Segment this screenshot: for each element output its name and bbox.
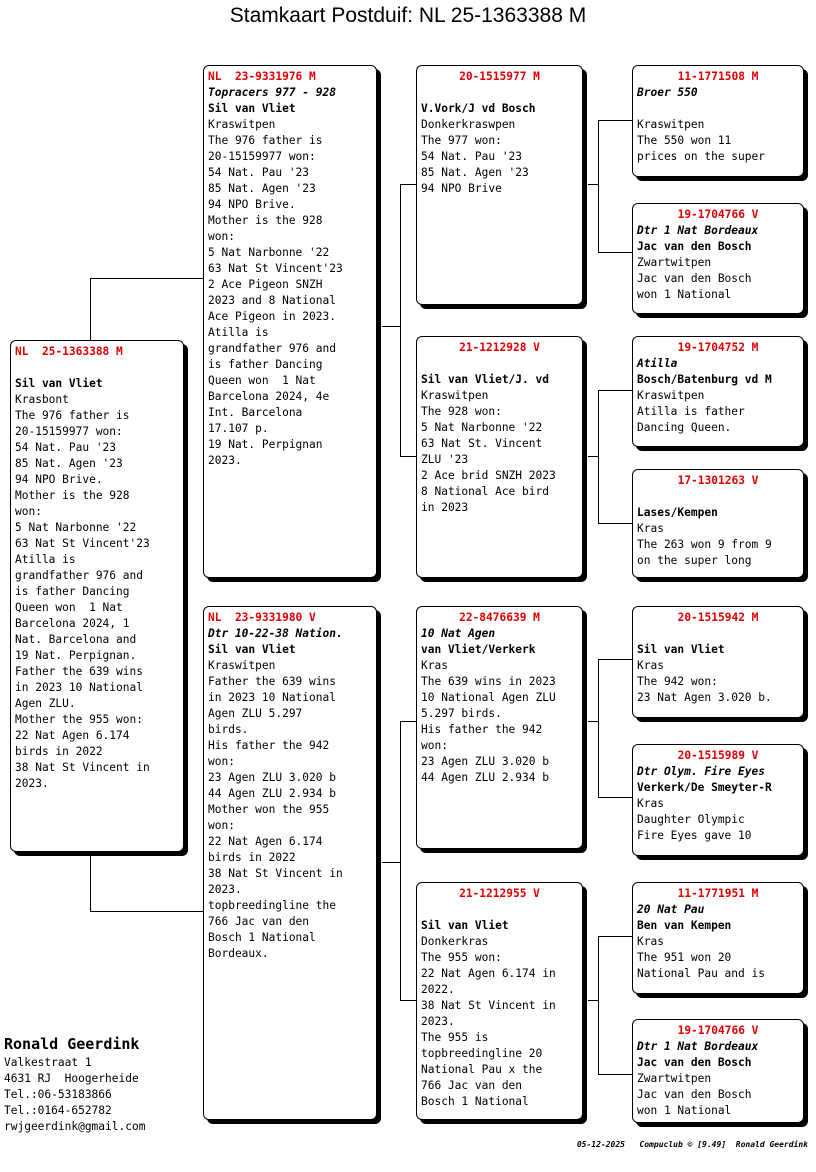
pedigree-line: The 976 father is — [208, 134, 323, 147]
pedigree-line — [421, 85, 578, 101]
breeder-name: Lases/Kempen — [637, 506, 718, 519]
pedigree-line: 54 Nat. Pau '23 — [421, 150, 523, 163]
pedigree-line: 63 Nat St. Vincent — [421, 437, 543, 450]
pedigree-line: 22 Nat Agen 6.174 — [208, 835, 323, 848]
pedigree-line: Fire Eyes gave 10 — [637, 829, 752, 842]
connector-line — [588, 721, 598, 722]
ring-number: NL 23-9331980 V — [208, 611, 316, 624]
pedigree-line: Daughter Olympic — [637, 813, 745, 826]
pedigree-line: Kraswitpen — [208, 659, 276, 672]
pedigree-line: Dancing Queen. — [637, 421, 732, 434]
pigeon-nickname: Dtr 10-22-38 Nation. — [208, 627, 343, 640]
pedigree-line: Atilla is — [15, 553, 76, 566]
breeder-name: Sil van Vliet — [637, 643, 725, 656]
great-grandparent-card-fff[interactable] — [632, 65, 804, 177]
pedigree-line — [637, 626, 799, 642]
connector-line — [90, 911, 204, 912]
pedigree-line: won: — [208, 819, 235, 832]
pedigree-line: 44 Agen ZLU 2.934 b — [208, 787, 336, 800]
ring-number: 19-1704766 V — [677, 208, 759, 221]
pedigree-line: 63 Nat St Vincent'23 — [15, 537, 150, 550]
pedigree-line: 22 Nat Agen 6.174 — [15, 729, 130, 742]
pedigree-line: 2023. — [421, 1015, 455, 1028]
ring-number: 19-1704752 M — [677, 341, 759, 354]
pedigree-line: Ace Pigeon in 2023. — [208, 310, 336, 323]
connector-line — [588, 1000, 598, 1001]
breeder-name: V.Vork/J vd Bosch — [421, 102, 536, 115]
connector-line — [382, 326, 400, 327]
pedigree-line: on the super long — [637, 554, 752, 567]
owner-phone-mobile: Tel.:06-53183866 — [4, 1088, 112, 1101]
pedigree-line: 8 National Ace bird — [421, 485, 549, 498]
pedigree-line: won 1 National — [637, 288, 732, 301]
pedigree-line: is father Dancing — [208, 358, 323, 371]
ring-number: 22-8476639 M — [459, 611, 540, 624]
great-grandparent-card-fmm[interactable] — [632, 469, 804, 578]
great-grandparent-card-ffm[interactable] — [632, 203, 804, 314]
great-grandparent-card-mff[interactable] — [632, 606, 804, 718]
pedigree-line: Mother won the 955 — [208, 803, 330, 816]
pedigree-line: 2023. — [208, 454, 242, 467]
owner-name: Ronald Geerdink — [4, 1035, 140, 1053]
ring-number: 17-1301263 V — [677, 474, 759, 487]
paternal-grandfather-card[interactable] — [416, 65, 583, 305]
father-card[interactable] — [203, 65, 377, 578]
pigeon-nickname: Dtr 1 Nat Bordeaux — [637, 1040, 759, 1053]
connector-line — [90, 278, 204, 279]
pedigree-line: Kras — [637, 797, 664, 810]
connector-line — [400, 721, 401, 1001]
pedigree-line: birds in 2022 — [208, 851, 296, 864]
pedigree-line: 85 Nat. Agen '23 — [208, 182, 316, 195]
ring-number: 20-1515942 M — [677, 611, 759, 624]
pigeon-nickname: 10 Nat Agen — [421, 627, 496, 640]
connector-line — [598, 390, 599, 524]
pedigree-line: 2 Ace brid SNZH 2023 — [421, 469, 556, 482]
pedigree-line: Agen ZLU 5.297 — [208, 707, 303, 720]
pedigree-line: Zwartwitpen — [637, 1072, 712, 1085]
pedigree-line: won: — [208, 755, 235, 768]
pedigree-line: 63 Nat St Vincent'23 — [208, 262, 343, 275]
pedigree-line: 766 Jac van den — [208, 915, 310, 928]
ring-number: 11-1771951 M — [677, 887, 759, 900]
pedigree-line: Kraswitpen — [637, 118, 705, 131]
pedigree-line — [421, 356, 578, 372]
pedigree-line: Kraswitpen — [637, 389, 705, 402]
pedigree-line: 23 Nat Agen 3.020 b. — [637, 691, 772, 704]
pedigree-line: 85 Nat. Agen '23 — [421, 166, 529, 179]
connector-line — [400, 184, 401, 457]
pigeon-nickname: Topracers 977 - 928 — [208, 86, 336, 99]
pedigree-line: The 977 won: — [421, 134, 502, 147]
connector-line — [598, 797, 633, 798]
breeder-name: Sil van Vliet — [15, 377, 103, 390]
breeder-name: van Vliet/Verkerk — [421, 643, 536, 656]
pedigree-line: in 2023 10 National — [15, 681, 143, 694]
pedigree-line: The 951 won 20 — [637, 951, 732, 964]
connector-line — [90, 852, 91, 912]
breeder-name: Jac van den Bosch — [637, 1056, 752, 1069]
great-grandparent-card-mmm[interactable] — [632, 1019, 804, 1123]
pedigree-line: is father Dancing — [15, 585, 130, 598]
connector-line — [598, 659, 633, 660]
pedigree-line: Father the 639 wins — [208, 675, 336, 688]
pedigree-line: The 928 won: — [421, 405, 502, 418]
pedigree-line: Queen won 1 Nat — [15, 601, 123, 614]
breeder-name: Jac van den Bosch — [637, 240, 752, 253]
pedigree-line: Donkerkraswpen — [421, 118, 516, 131]
pedigree-line: National Pau and is — [637, 967, 765, 980]
pedigree-line: 94 NPO Brive — [421, 182, 502, 195]
connector-line — [90, 278, 91, 340]
connector-line — [598, 252, 633, 253]
pedigree-line: topbreedingline the — [208, 899, 336, 912]
pedigree-line — [421, 902, 578, 918]
pedigree-line: 38 Nat St Vincent in — [15, 761, 150, 774]
pedigree-line: Mother the 955 won: — [15, 713, 143, 726]
connector-line — [382, 862, 400, 863]
pigeon-nickname: 20 Nat Pau — [637, 903, 705, 916]
pedigree-line: 44 Agen ZLU 2.934 b — [421, 771, 549, 784]
ring-number: 20-1515989 V — [677, 749, 759, 762]
pedigree-line: Bordeaux. — [208, 947, 269, 960]
pedigree-line: Queen won 1 Nat — [208, 374, 316, 387]
pedigree-line: grandfather 976 and — [208, 342, 336, 355]
pedigree-line: won: — [421, 739, 448, 752]
connector-line — [400, 721, 417, 722]
connector-line — [598, 936, 633, 937]
pedigree-line: Kraswitpen — [208, 118, 276, 131]
pedigree-line: Kras — [421, 659, 448, 672]
connector-line — [588, 456, 598, 457]
pedigree-line — [15, 360, 179, 376]
pedigree-line: Kras — [637, 522, 664, 535]
connector-line — [598, 936, 599, 1075]
pedigree-line: 94 NPO Brive. — [15, 473, 103, 486]
pedigree-line: 85 Nat. Agen '23 — [15, 457, 123, 470]
pedigree-line: won 1 National — [637, 1104, 732, 1117]
maternal-grandmother-card[interactable] — [416, 882, 583, 1120]
pedigree-line: Jac van den Bosch — [637, 1088, 752, 1101]
pedigree-line: 2023. — [208, 883, 242, 896]
pedigree-line: 2023. — [15, 777, 49, 790]
ring-number: 20-1515977 M — [459, 70, 540, 83]
pedigree-line: The 550 won 11 — [637, 134, 732, 147]
pedigree-line: 19 Nat. Perpignan — [208, 438, 323, 451]
owner-city: 4631 RJ Hoogerheide — [4, 1072, 139, 1085]
pedigree-line: Bosch 1 National — [208, 931, 316, 944]
pedigree-line: 22 Nat Agen 6.174 in — [421, 967, 556, 980]
ring-number: 21-1212928 V — [459, 341, 540, 354]
connector-line — [598, 659, 599, 798]
mother-card[interactable] — [203, 606, 377, 1120]
pedigree-line: 10 National Agen ZLU — [421, 691, 556, 704]
connector-line — [598, 120, 599, 253]
pedigree-line: 38 Nat St Vincent in — [421, 999, 556, 1012]
pedigree-line: prices on the super — [637, 150, 765, 163]
pedigree-line: 2 Ace Pigeon SNZH — [208, 278, 323, 291]
pigeon-nickname: Atilla — [637, 357, 678, 370]
ring-number: NL 23-9331976 M — [208, 70, 316, 83]
pedigree-line: The 263 won 9 from 9 — [637, 538, 772, 551]
pedigree-line: Kras — [637, 935, 664, 948]
owner-email[interactable]: rwjgeerdink@gmail.com — [4, 1120, 146, 1133]
pedigree-line: 23 Agen ZLU 3.020 b — [208, 771, 336, 784]
connector-line — [400, 1000, 417, 1001]
pedigree-line: 2023 and 8 National — [208, 294, 336, 307]
pedigree-line: Mother is the 928 — [15, 489, 130, 502]
connector-line — [598, 390, 633, 391]
pedigree-line: topbreedingline 20 — [421, 1047, 543, 1060]
connector-line — [598, 120, 633, 121]
pedigree-line: 38 Nat St Vincent in — [208, 867, 343, 880]
breeder-name: Verkerk/De Smeyter-R — [637, 781, 772, 794]
pedigree-line: Nat. Barcelona and — [15, 633, 137, 646]
pedigree-line: Jac van den Bosch — [637, 272, 752, 285]
pedigree-line: in 2023 — [421, 501, 469, 514]
pedigree-line: The 955 is — [421, 1031, 489, 1044]
pedigree-line: The 942 won: — [637, 675, 718, 688]
pedigree-line — [637, 489, 799, 505]
pedigree-line: won: — [15, 505, 42, 518]
pedigree-line: 23 Agen ZLU 3.020 b — [421, 755, 549, 768]
pedigree-line: His father the 942 — [421, 723, 543, 736]
pigeon-nickname: Broer 550 — [637, 86, 698, 99]
pedigree-line: 5 Nat Narbonne '22 — [15, 521, 137, 534]
pedigree-line: Atilla is — [208, 326, 269, 339]
ring-number: 21-1212955 V — [459, 887, 540, 900]
pedigree-line: 766 Jac van den — [421, 1079, 523, 1092]
owner-street: Valkestraat 1 — [4, 1056, 92, 1069]
breeder-name: Sil van Vliet/J. vd — [421, 373, 549, 386]
connector-line — [400, 184, 417, 185]
pedigree-line: His father the 942 — [208, 739, 330, 752]
maternal-grandfather-card[interactable] — [416, 606, 583, 849]
pedigree-line: 20-15159977 won: — [15, 425, 123, 438]
pedigree-line: Barcelona 2024, 1 — [15, 617, 130, 630]
breeder-name: Sil van Vliet — [208, 643, 296, 656]
subject-card[interactable] — [10, 340, 184, 852]
breeder-name: Sil van Vliet — [421, 919, 509, 932]
pedigree-line: Barcelona 2024, 4e — [208, 390, 330, 403]
pedigree-line: Donkerkras — [421, 935, 489, 948]
pedigree-line: Zwartwitpen — [637, 256, 712, 269]
pedigree-line: Mother is the 928 — [208, 214, 323, 227]
page-title: Stamkaart Postduif: NL 25-1363388 M — [229, 4, 587, 27]
pedigree-line: National Pau x the — [421, 1063, 543, 1076]
pedigree-line: 2022. — [421, 983, 455, 996]
pedigree-line: in 2023 10 National — [208, 691, 336, 704]
pedigree-line: Agen ZLU. — [15, 697, 76, 710]
pedigree-line: birds in 2022 — [15, 745, 103, 758]
breeder-name: Ben van Kempen — [637, 919, 732, 932]
pedigree-line: won: — [208, 230, 235, 243]
pedigree-line: 5 Nat Narbonne '22 — [208, 246, 330, 259]
pedigree-line: Kraswitpen — [421, 389, 489, 402]
ring-number: 19-1704766 V — [677, 1024, 759, 1037]
pedigree-line: ZLU '23 — [421, 453, 469, 466]
pedigree-line: Kras — [637, 659, 664, 672]
pedigree-line: The 955 won: — [421, 951, 502, 964]
owner-info — [4, 1034, 145, 1135]
pigeon-nickname: Dtr 1 Nat Bordeaux — [637, 224, 759, 237]
breeder-name: Sil van Vliet — [208, 102, 296, 115]
footer-credit: 05-12-2025 Compuclub © [9.49] Ronald Geerdink — [576, 1140, 808, 1149]
pedigree-line: grandfather 976 and — [15, 569, 143, 582]
pedigree-line: 17.107 p. — [208, 422, 269, 435]
connector-line — [598, 523, 633, 524]
great-grandparent-card-fmf[interactable] — [632, 336, 804, 447]
pedigree-line: Atilla is father — [637, 405, 745, 418]
pedigree-line: The 639 wins in 2023 — [421, 675, 556, 688]
pedigree-line: birds. — [208, 723, 249, 736]
ring-number: NL 25-1363388 M — [15, 345, 123, 358]
breeder-name: Bosch/Batenburg vd M — [637, 373, 772, 386]
pedigree-line: 19 Nat. Perpignan. — [15, 649, 137, 662]
pedigree-line: 54 Nat. Pau '23 — [208, 166, 310, 179]
pedigree-line: 94 NPO Brive. — [208, 198, 296, 211]
connector-line — [588, 184, 598, 185]
owner-phone-landline: Tel.:0164-652782 — [4, 1104, 112, 1117]
pedigree-line: Father the 639 wins — [15, 665, 143, 678]
pedigree-line: 5.297 birds. — [421, 707, 502, 720]
pigeon-nickname: Dtr Olym. Fire Eyes — [637, 765, 765, 778]
ring-number: 11-1771508 M — [677, 70, 759, 83]
pedigree-line: 54 Nat. Pau '23 — [15, 441, 117, 454]
paternal-grandmother-card[interactable] — [416, 336, 583, 578]
great-grandparent-card-mfm[interactable] — [632, 744, 804, 856]
pedigree-line: 20-15159977 won: — [208, 150, 316, 163]
great-grandparent-card-mmf[interactable] — [632, 882, 804, 994]
pedigree-line: 5 Nat Narbonne '22 — [421, 421, 543, 434]
pedigree-line: The 976 father is — [15, 409, 130, 422]
pedigree-line: Bosch 1 National — [421, 1095, 529, 1108]
connector-line — [400, 456, 417, 457]
pedigree-line: Int. Barcelona — [208, 406, 303, 419]
pedigree-line — [637, 101, 799, 117]
connector-line — [598, 1074, 633, 1075]
pedigree-line: Krasbont — [15, 393, 69, 406]
